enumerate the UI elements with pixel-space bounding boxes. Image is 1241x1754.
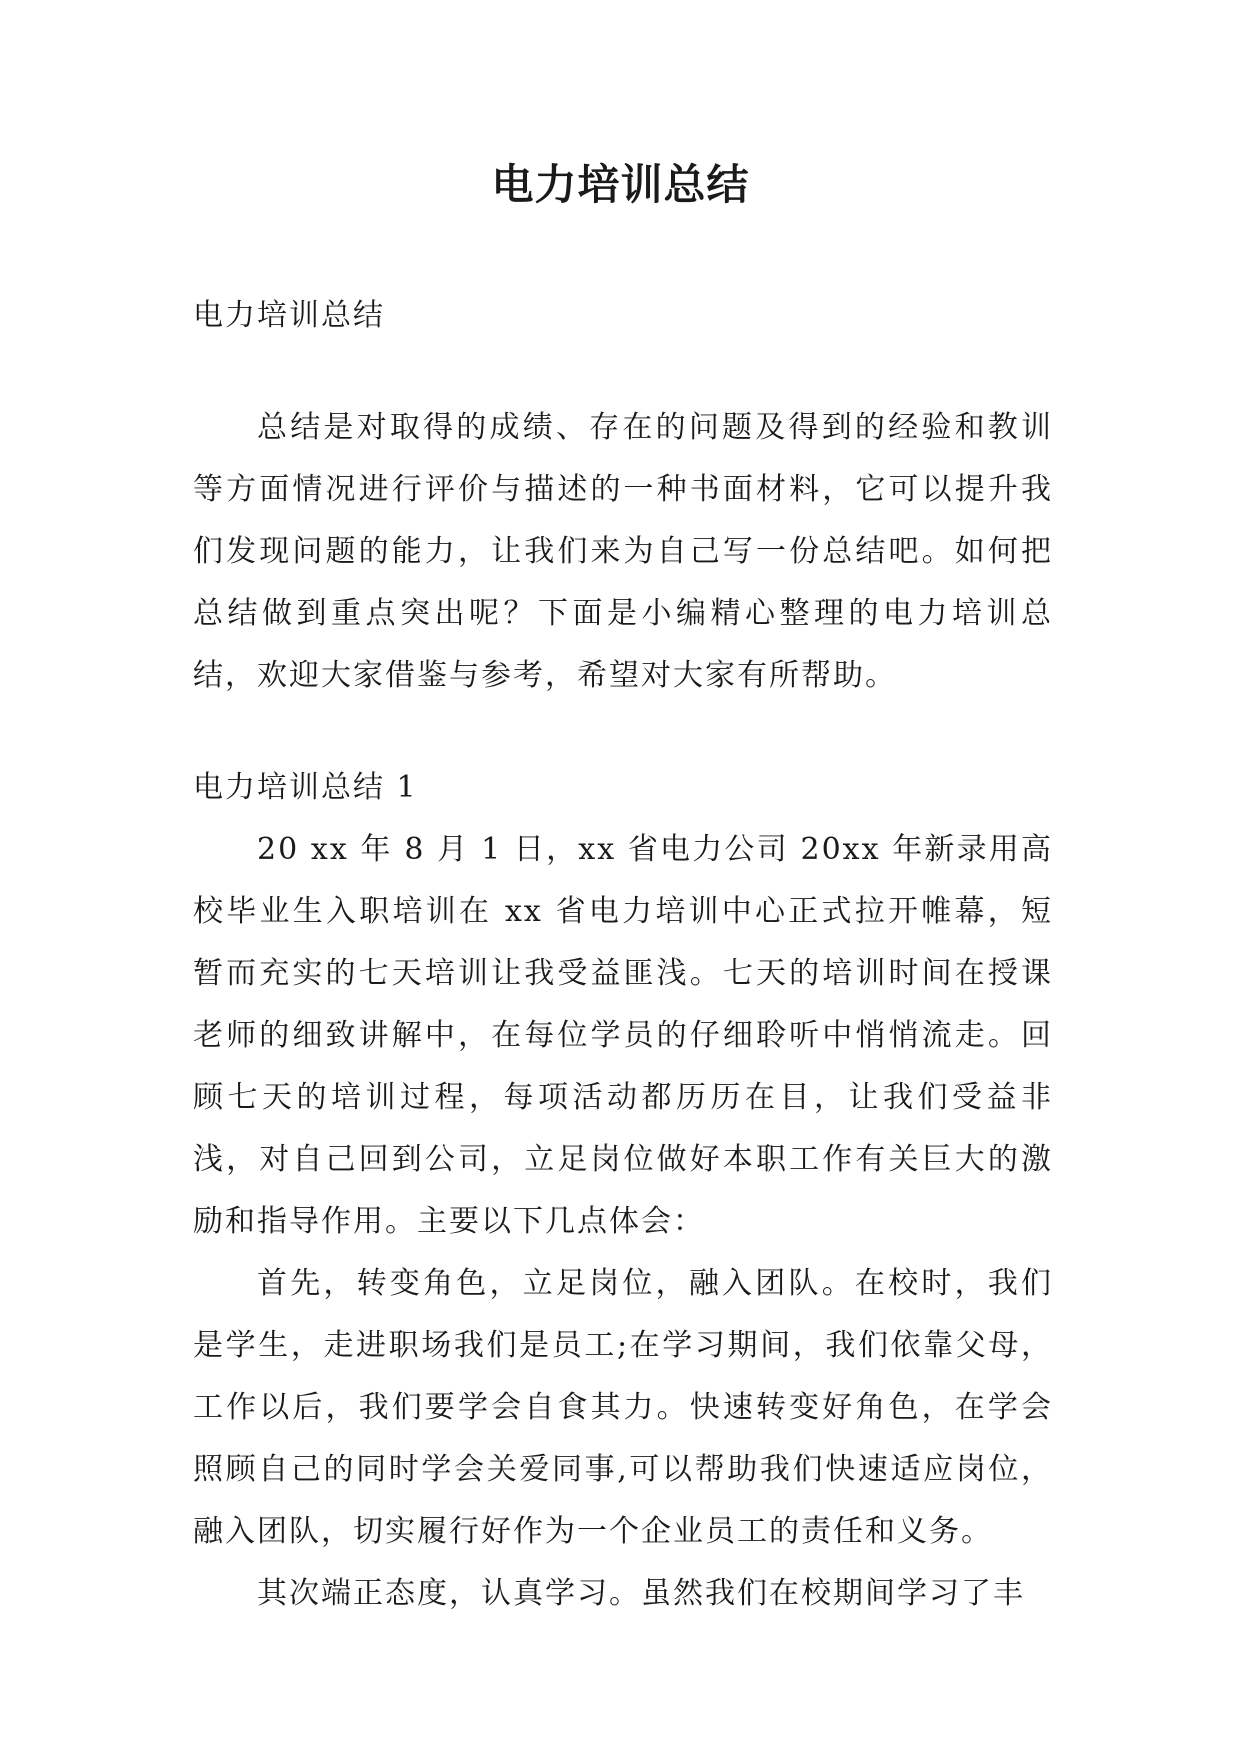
body-paragraph: 首先，转变角色，立足岗位，融入团队。在校时，我们是学生，走进职场我们是员工;在学习期间，我们依靠父母，工作以后，我们要学会自食其力。快速转变好角色，在学会照顾自己的同时学会关爱同事,可以帮助我们快速适应岗位，融入团队，切实履行好作为一个企业员工的责任和义务。 — [193, 1266, 1053, 1549]
section-heading: 电力培训总结 1 — [193, 770, 418, 805]
document-body — [193, 285, 1053, 1625]
document-subtitle: 电力培训总结 — [193, 298, 385, 333]
document-title: 电力培训总结 — [491, 160, 750, 209]
body-paragraph: 20 xx 年 8 月 1 日，xx 省电力公司 20xx 年新录用高校毕业生入职培训在 xx 省电力培训中心正式拉开帷幕，短暂而充实的七天培训让我受益匪浅。七天的培训时间在授课老师的细致讲解中，在每位学员的仔细聆听中悄悄流走。回顾七天的培训过程，每项活动都历历在目，让我们受益非浅，对自己回到公司，立足岗位做好本职工作有关巨大的激励和指导作用。主要以下几点体会： — [193, 832, 1053, 1239]
intro-paragraph: 总结是对取得的成绩、存在的问题及得到的经验和教训等方面情况进行评价与描述的一种书面材料，它可以提升我们发现问题的能力，让我们来为自己写一份总结吧。如何把总结做到重点突出呢？下面是小编精心整理的电力培训总结，欢迎大家借鉴与参考，希望对大家有所帮助。 — [193, 410, 1053, 693]
body-paragraph: 其次端正态度，认真学习。虽然我们在校期间学习了丰 — [257, 1576, 1025, 1611]
